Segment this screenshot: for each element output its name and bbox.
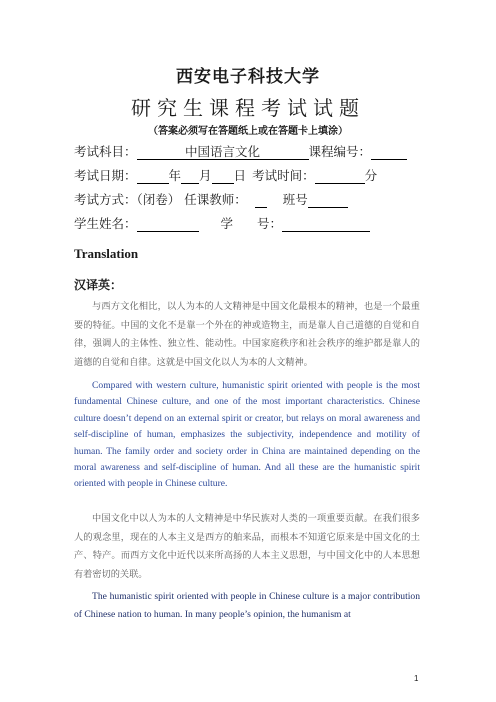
name-label: 学生姓名： (74, 216, 137, 231)
month-field[interactable] (181, 168, 199, 184)
class-field[interactable] (308, 192, 348, 208)
course-no-label: 课程编号： (308, 144, 372, 159)
exam-title: 研究生课程考试试题 (131, 96, 365, 120)
date-label: 考试日期： (74, 168, 137, 183)
id-label-1: 学 (220, 216, 234, 231)
subject-label: 考试科目： (74, 144, 137, 159)
page-number: 1 (414, 674, 419, 683)
subject-field[interactable]: 中国语言文化 (137, 144, 309, 160)
teacher-field[interactable] (255, 192, 267, 208)
day-label: 日 (233, 168, 247, 183)
id-label-2: 号： (257, 216, 283, 231)
mode-row (74, 192, 348, 208)
teacher-label: 任课教师： (184, 192, 247, 207)
paragraph-zh-1: 与西方文化相比，以人为本的人文精神是中国文化最根本的精神，也是一个最重要的特征。中国的文化不是靠一个外在的神或造物主，而是靠人自己道德的自觉和自律，强调人的主体性、独立性、能动性。中国家庭秩序和社会秩序的维护都是靠人的道德的自觉和自律。这就是中国文化以人为本的人文精神。 (74, 301, 420, 368)
minutes-label: 分 (364, 168, 378, 183)
course-no-field[interactable] (371, 144, 407, 160)
paragraph-en-1: Compared with western culture, humanistic spirit oriented with people is the most fundamental Chinese culture, and one of the most important characteristics. Chinese culture doesn’t depend on an external spirit or creator, but relays on moral awareness and self-discipline of human, emphasizes the subjectivity, independence and motility of human. The family order and society order in China are maintained depending on the moral awareness and self-discipline of human. And all these are the humanistic spirit oriented with people in Chinese culture. (74, 380, 420, 490)
time-field[interactable] (315, 168, 365, 184)
answer-note: （答案必须写在答题纸上或在答题卡上填涂） (148, 126, 348, 137)
university-name: 西安电子科技大学 (176, 67, 320, 87)
year-field[interactable] (137, 168, 169, 184)
subject-row (74, 144, 407, 160)
day-field[interactable] (212, 168, 234, 184)
name-field[interactable] (137, 216, 199, 232)
name-row (74, 216, 370, 232)
section-subheading: 汉译英： (74, 278, 123, 292)
month-label: 月 (199, 168, 212, 183)
paragraph-en-2: The humanistic spirit oriented with people in Chinese culture is a major contribution of Chinese nation to human. In many people’s opinion, the humanism at (74, 591, 420, 620)
time-label: 考试时间： (252, 168, 315, 183)
mode-label: 考试方式：（闭卷） (74, 192, 181, 207)
paragraph-zh-2: 中国文化中以人为本的人文精神是中华民族对人类的一项重要贡献。在我们很多人的观念里，现在的人本主义是西方的舶来品，而根本不知道它原来是中国文化的土产、特产。而西方文化中近代以来所高扬的人本主义思想，与中国文化中的人本思想有着密切的关联。 (74, 513, 420, 580)
id-field[interactable] (282, 216, 370, 232)
class-label: 班号 (282, 192, 308, 207)
section-heading: Translation (74, 246, 139, 261)
date-row (74, 168, 377, 184)
year-label: 年 (168, 168, 182, 183)
